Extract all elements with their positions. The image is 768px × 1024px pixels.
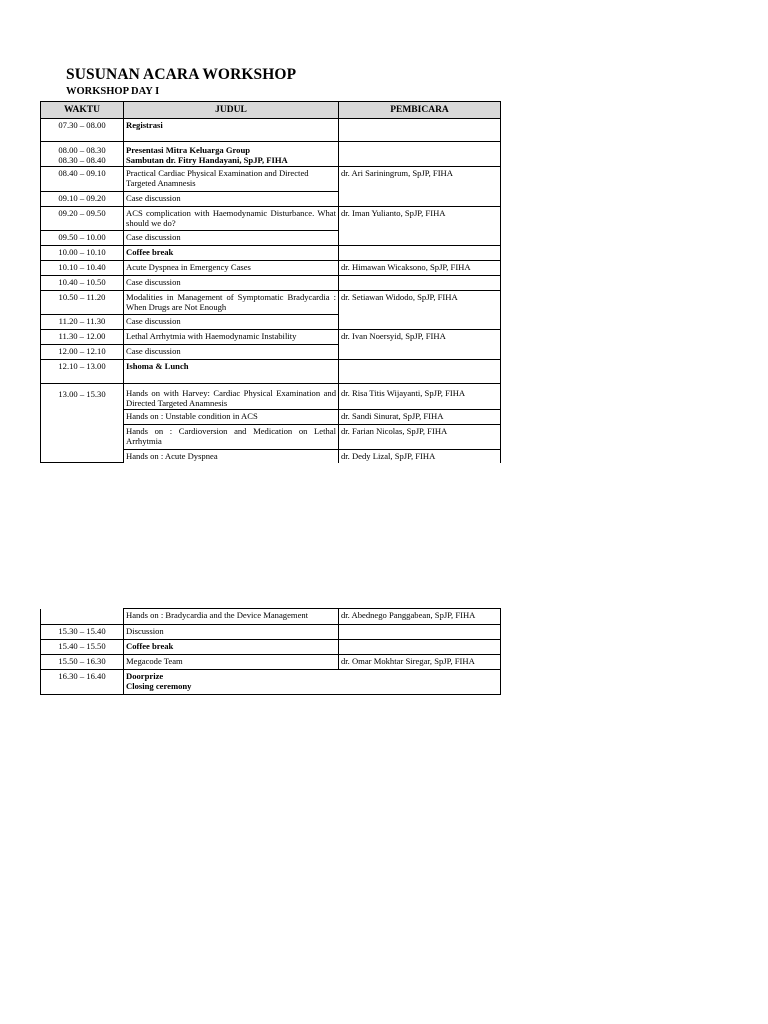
- title-cell: Acute Dyspnea in Emergency Cases: [124, 261, 339, 276]
- speaker-cell: [339, 246, 501, 261]
- speaker-cell: [339, 360, 501, 384]
- table-row: [41, 246, 501, 261]
- speaker-cell: dr. Iman Yulianto, SpJP, FIHA: [339, 207, 501, 246]
- time-cell: 09.20 – 09.50: [41, 207, 124, 231]
- table-row: [41, 167, 501, 192]
- table-row: [41, 670, 501, 695]
- title-cell: Hands on : Bradycardia and the Device Management: [124, 609, 339, 625]
- title-cell: Case discussion: [124, 231, 339, 246]
- title-line: Sambutan dr. Fitry Handayani, SpJP, FIHA: [126, 155, 288, 165]
- speaker-cell: dr. Setiawan Widodo, SpJP, FIHA: [339, 291, 501, 330]
- speaker-cell: [339, 640, 501, 655]
- time-cell: 15.40 – 15.50: [41, 640, 124, 655]
- table-row: [41, 360, 501, 384]
- speaker-cell: dr. Abednego Panggabean, SpJP, FIHA: [339, 609, 501, 625]
- time-cell: 10.50 – 11.20: [41, 291, 124, 315]
- title-cell: [124, 670, 501, 695]
- table-row: [41, 330, 501, 345]
- title-cell: Hands on : Acute Dyspnea: [124, 450, 339, 463]
- time-cell: 10.10 – 10.40: [41, 261, 124, 276]
- title-cell: Registrasi: [124, 119, 339, 142]
- speaker-cell: [339, 625, 501, 640]
- schedule-table: [40, 101, 501, 463]
- title-line: Closing ceremony: [126, 681, 192, 691]
- table-row: [41, 261, 501, 276]
- time-cell: 16.30 – 16.40: [41, 670, 124, 695]
- title-cell: Hands on : Unstable condition in ACS: [124, 410, 339, 425]
- title-cell: Coffee break: [124, 246, 339, 261]
- time-cell: 12.10 – 13.00: [41, 360, 124, 384]
- speaker-cell: [339, 119, 501, 142]
- time-cell: 09.10 – 09.20: [41, 192, 124, 207]
- speaker-cell: dr. Ivan Noersyid, SpJP, FIHA: [339, 330, 501, 360]
- title-cell: Megacode Team: [124, 655, 339, 670]
- time-cell: [41, 609, 124, 625]
- speaker-cell: dr. Dedy Lizal, SpJP, FIHA: [339, 450, 501, 463]
- title-cell: Case discussion: [124, 276, 339, 291]
- table-header-row: [41, 102, 501, 119]
- time-cell: 10.00 – 10.10: [41, 246, 124, 261]
- time-cell: [41, 142, 124, 167]
- title-cell: Ishoma & Lunch: [124, 360, 339, 384]
- title-cell: ACS complication with Haemodynamic Disturbance. What should we do?: [124, 207, 339, 231]
- title-cell: Discussion: [124, 625, 339, 640]
- time-cell: 09.50 – 10.00: [41, 231, 124, 246]
- speaker-cell: dr. Risa Titis Wijayanti, SpJP, FIHA: [339, 384, 501, 410]
- title-cell: [124, 142, 339, 167]
- time-cell: 08.40 – 09.10: [41, 167, 124, 192]
- schedule-table-continued: [40, 608, 501, 695]
- speaker-cell: [339, 142, 501, 167]
- table-row: [41, 119, 501, 142]
- title-cell: Lethal Arrhytmia with Haemodynamic Instability: [124, 330, 339, 345]
- table-row: [41, 276, 501, 291]
- column-header-pembicara: PEMBICARA: [339, 102, 501, 119]
- time-cell: 07.30 – 08.00: [41, 119, 124, 142]
- table-row: [41, 207, 501, 231]
- title-line: Doorprize: [126, 671, 164, 681]
- speaker-cell: dr. Himawan Wicaksono, SpJP, FIHA: [339, 261, 501, 276]
- title-cell: Hands on with Harvey: Cardiac Physical Examination and Directed Targeted Anamnesis: [124, 384, 339, 410]
- time-line: 08.30 – 08.40: [58, 155, 106, 165]
- speaker-cell: dr. Farian Nicolas, SpJP, FIHA: [339, 425, 501, 450]
- speaker-cell: dr. Ari Sariningrum, SpJP, FIHA: [339, 167, 501, 207]
- title-cell: Practical Cardiac Physical Examination and Directed Targeted Anamnesis: [124, 167, 339, 192]
- document-subtitle: WORKSHOP DAY I: [66, 86, 160, 97]
- title-line: Presentasi Mitra Keluarga Group: [126, 145, 251, 155]
- table-row: [41, 655, 501, 670]
- column-header-waktu: WAKTU: [41, 102, 124, 119]
- title-cell: Modalities in Management of Symptomatic Bradycardia : When Drugs are Not Enough: [124, 291, 339, 315]
- table-row: [41, 291, 501, 315]
- time-cell: 15.50 – 16.30: [41, 655, 124, 670]
- column-header-judul: JUDUL: [124, 102, 339, 119]
- title-cell: Hands on : Cardioversion and Medication on Lethal Arrhytmia: [124, 425, 339, 450]
- table-row: [41, 142, 501, 167]
- time-cell: 15.30 – 15.40: [41, 625, 124, 640]
- title-cell: Coffee break: [124, 640, 339, 655]
- document-title: SUSUNAN ACARA WORKSHOP: [66, 66, 297, 83]
- table-row: [41, 625, 501, 640]
- time-cell: 13.00 – 15.30: [41, 384, 124, 463]
- speaker-cell: [339, 276, 501, 291]
- table-row: [41, 640, 501, 655]
- table-row: [41, 384, 501, 410]
- time-line: 08.00 – 08.30: [58, 145, 106, 155]
- time-cell: 12.00 – 12.10: [41, 345, 124, 360]
- speaker-cell: dr. Omar Mokhtar Siregar, SpJP, FIHA: [339, 655, 501, 670]
- time-cell: 10.40 – 10.50: [41, 276, 124, 291]
- time-cell: 11.20 – 11.30: [41, 315, 124, 330]
- speaker-cell: dr. Sandi Sinurat, SpJP, FIHA: [339, 410, 501, 425]
- table-row: [41, 609, 501, 625]
- time-cell: 11.30 – 12.00: [41, 330, 124, 345]
- title-cell: Case discussion: [124, 345, 339, 360]
- title-cell: Case discussion: [124, 192, 339, 207]
- title-cell: Case discussion: [124, 315, 339, 330]
